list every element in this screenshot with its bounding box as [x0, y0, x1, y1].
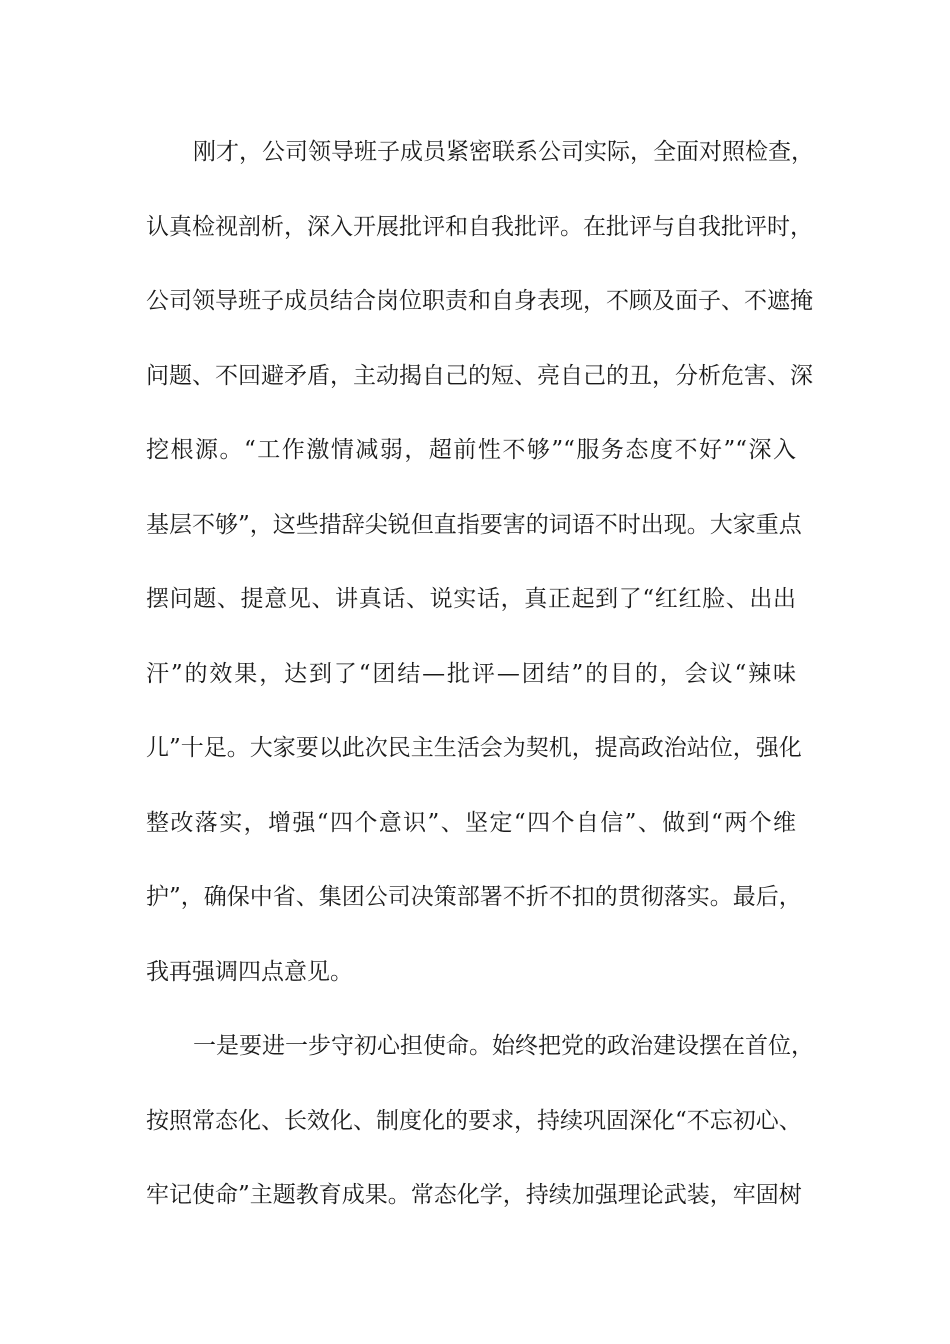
- paragraph-1-line-5: 挖根源。“工作激情减弱，超前性不够”“服务态度不好”“深入: [146, 437, 796, 463]
- paragraph-1-line-9: 儿”十足。大家要以此次民主生活会为契机，提高政治站位，强化: [146, 735, 802, 761]
- paragraph-2-line-1: 一是要进一步守初心担使命。始终把党的政治建设摆在首位，: [193, 1033, 814, 1059]
- paragraph-1-line-1: 刚才，公司领导班子成员紧密联系公司实际，全面对照检查，: [193, 139, 814, 165]
- paragraph-2-line-2: 按照常态化、长效化、制度化的要求，持续巩固深化“不忘初心、: [146, 1108, 802, 1134]
- paragraph-1-line-2: 认真检视剖析，深入开展批评和自我批评。在批评与自我批评时，: [146, 214, 813, 240]
- paragraph-1-line-4: 问题、不回避矛盾，主动揭自己的短、亮自己的丑，分析危害、深: [146, 363, 813, 389]
- paragraph-1-line-10: 整改落实，增强“四个意识”、坚定“四个自信”、做到“两个维: [146, 810, 796, 836]
- paragraph-1-line-11: 护”，确保中省、集团公司决策部署不折不扣的贯彻落实。最后，: [146, 884, 802, 910]
- paragraph-1-line-12: 我再强调四点意见。: [146, 959, 353, 985]
- paragraph-1-line-6: 基层不够”，这些措辞尖锐但直指要害的词语不时出现。大家重点: [146, 512, 802, 538]
- paragraph-1-line-7: 摆问题、提意见、讲真话、说实话，真正起到了“红红脸、出出: [146, 586, 796, 612]
- paragraph-1-line-8: 汗”的效果，达到了“团结—批评—团结”的目的，会议“辣味: [146, 661, 796, 687]
- paragraph-1-line-3: 公司领导班子成员结合岗位职责和自身表现，不顾及面子、不遮掩: [146, 288, 813, 314]
- paragraph-2-line-3: 牢记使命”主题教育成果。常态化学，持续加强理论武装，牢固树: [146, 1182, 802, 1208]
